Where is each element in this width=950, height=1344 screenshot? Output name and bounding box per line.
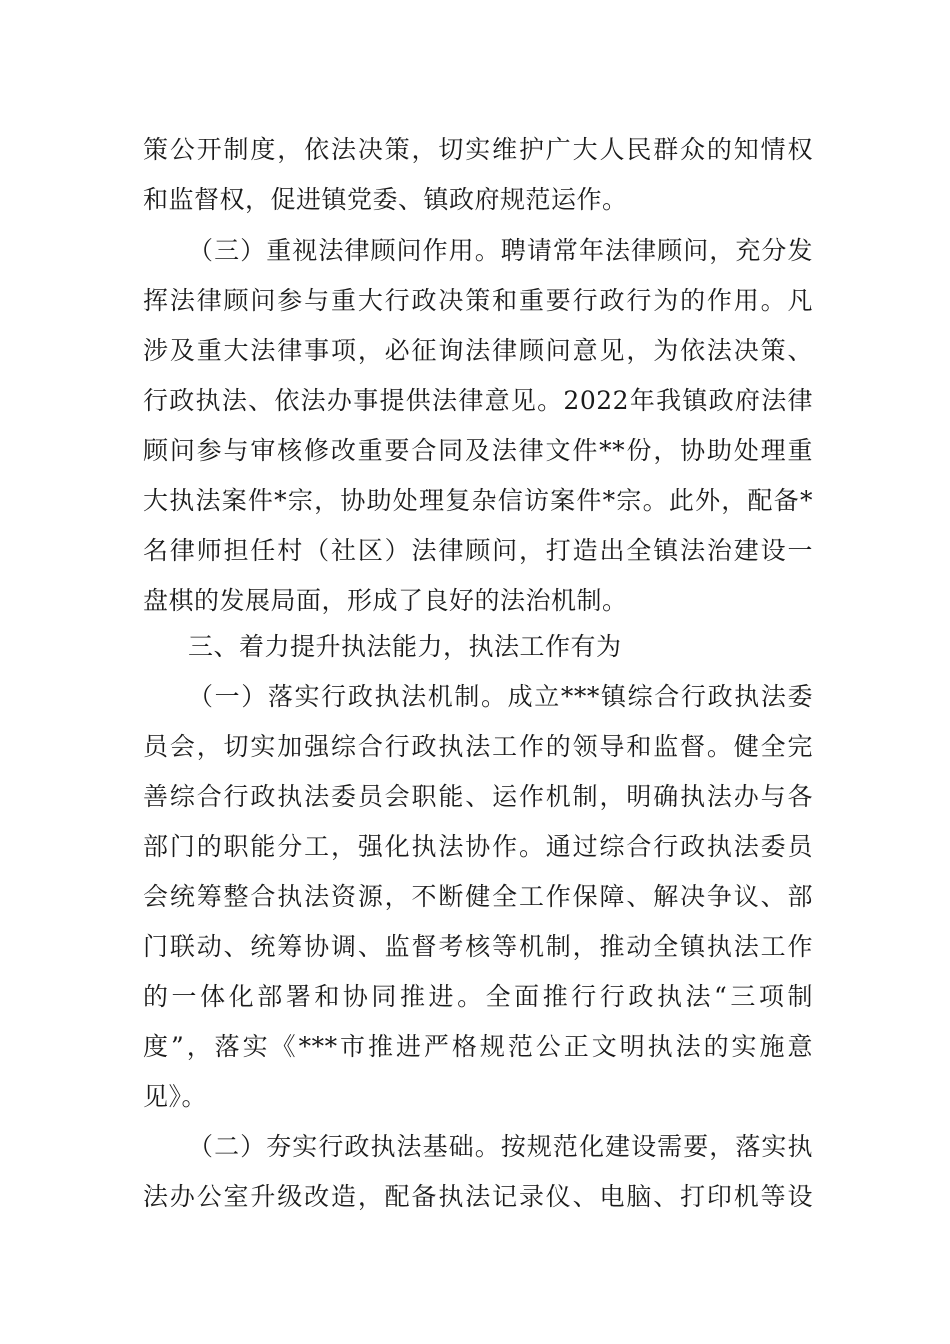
paragraph-line: 顾问参与审核修改重要合同及法律文件**份，协助处理重 <box>143 436 813 465</box>
paragraph-line: 部门的职能分工，强化执法协作。通过综合行政执法委员 <box>143 832 813 861</box>
paragraph-line: 涉及重大法律事项，必征询法律顾问意见，为依法决策、 <box>143 336 813 365</box>
paragraph-line: 法办公室升级改造，配备执法记录仪、电脑、打印机等设 <box>143 1182 813 1211</box>
paragraph-line: 员会，切实加强综合行政执法工作的领导和监督。健全完 <box>143 732 813 761</box>
paragraph-line: 盘棋的发展局面，形成了良好的法治机制。 <box>143 586 628 615</box>
paragraph-line: （一）落实行政执法机制。成立***镇综合行政执法委 <box>188 682 813 711</box>
paragraph-line: （三）重视法律顾问作用。聘请常年法律顾问，充分发 <box>188 236 813 265</box>
paragraph-line: 策公开制度，依法决策，切实维护广大人民群众的知情权 <box>143 135 813 164</box>
section-heading: 三、着力提升执法能力，执法工作有为 <box>188 632 622 661</box>
paragraph-line: 行政执法、依法办事提供法律意见。2022年我镇政府法律 <box>143 386 813 415</box>
paragraph-line: 会统筹整合执法资源，不断健全工作保障、解决争议、部 <box>143 882 813 911</box>
paragraph-line: 名律师担任村（社区）法律顾问，打造出全镇法治建设一 <box>143 536 813 565</box>
paragraph-line: 和监督权，促进镇党委、镇政府规范运作。 <box>143 185 628 214</box>
paragraph-line: 善综合行政执法委员会职能、运作机制，明确执法办与各 <box>143 782 813 811</box>
paragraph-line: 大执法案件*宗，协助处理复杂信访案件*宗。此外，配备* <box>143 486 813 515</box>
paragraph-line: （二）夯实行政执法基础。按规范化建设需要，落实执 <box>188 1132 813 1161</box>
paragraph-line: 度”，落实《***市推进严格规范公正文明执法的实施意 <box>143 1032 813 1061</box>
paragraph-line: 的一体化部署和协同推进。全面推行行政执法“三项制 <box>143 982 813 1011</box>
paragraph-line: 见》。 <box>143 1082 208 1111</box>
paragraph-line: 挥法律顾问参与重大行政决策和重要行政行为的作用。凡 <box>143 286 813 315</box>
paragraph-line: 门联动、统筹协调、监督考核等机制，推动全镇执法工作 <box>143 932 813 961</box>
